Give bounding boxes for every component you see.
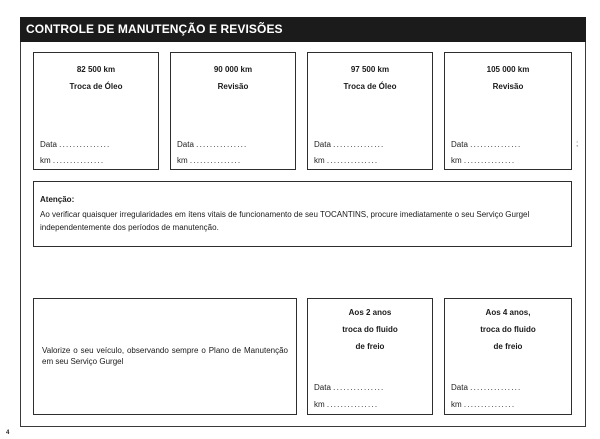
margin-mark: ;: [576, 139, 579, 148]
card-km: 97 500 km: [350, 65, 390, 74]
km-line[interactable]: [314, 156, 428, 165]
km-dots: ...............: [189, 156, 242, 165]
km-dots: ...............: [52, 156, 105, 165]
card-service: Revisão: [492, 82, 524, 91]
km-line[interactable]: [451, 156, 567, 165]
brake-line-2: troca do fluido: [342, 325, 398, 334]
service-card-1: [33, 52, 159, 170]
km-label: km: [314, 156, 325, 165]
km-label: km: [177, 156, 188, 165]
card-km: 90 000 km: [213, 65, 253, 74]
data-dots: ...............: [470, 140, 522, 149]
km-line[interactable]: [40, 156, 154, 165]
km-dots: ...............: [326, 156, 379, 165]
brake-line-3: de freio: [493, 342, 523, 351]
data-line[interactable]: [314, 383, 428, 392]
data-line[interactable]: [177, 140, 291, 149]
service-card-3: [307, 52, 433, 170]
data-label: Data: [314, 383, 331, 392]
card-km: 105 000 km: [486, 65, 530, 74]
data-dots: ...............: [470, 383, 522, 392]
card-km: 82 500 km: [76, 65, 116, 74]
data-line[interactable]: [314, 140, 428, 149]
data-line[interactable]: [40, 140, 154, 149]
data-label: Data: [451, 140, 468, 149]
card-service: Troca de Óleo: [343, 82, 397, 91]
km-label: km: [451, 156, 462, 165]
brake-card-1: [307, 298, 433, 415]
notice-box: [33, 181, 572, 247]
data-line[interactable]: [451, 140, 567, 149]
service-card-4: [444, 52, 572, 170]
brake-line-3: de freio: [355, 342, 385, 351]
notice-title: Atenção:: [40, 195, 75, 204]
data-label: Data: [177, 140, 194, 149]
brake-card-2: [444, 298, 572, 415]
card-service: Troca de Óleo: [69, 82, 123, 91]
km-line[interactable]: [314, 400, 428, 409]
data-label: Data: [314, 140, 331, 149]
page-title: CONTROLE DE MANUTENÇÃO E REVISÕES: [26, 22, 283, 36]
data-label: Data: [451, 383, 468, 392]
km-line[interactable]: [177, 156, 291, 165]
data-label: Data: [40, 140, 57, 149]
km-label: km: [451, 400, 462, 409]
data-dots: ...............: [196, 140, 248, 149]
brake-line-2: troca do fluido: [480, 325, 536, 334]
card-service: Revisão: [217, 82, 249, 91]
service-card-2: [170, 52, 296, 170]
page-number: 4: [6, 430, 10, 436]
km-line[interactable]: [451, 400, 567, 409]
km-dots: ...............: [463, 156, 516, 165]
data-dots: ...............: [333, 383, 385, 392]
value-box: [33, 298, 297, 415]
km-label: km: [314, 400, 325, 409]
data-dots: ...............: [333, 140, 385, 149]
data-line[interactable]: [451, 383, 567, 392]
km-label: km: [40, 156, 51, 165]
km-dots: ...............: [326, 400, 379, 409]
brake-line-1: Aos 2 anos: [348, 308, 392, 317]
notice-text: Ao verificar quaisquer irregularidades em ítens vitais de funcionamento de seu TOCANTINS, procure imediatamente o seu Serviço Gurgel independentemente dos períodos de manutenção.: [40, 210, 530, 232]
brake-line-1: Aos 4 anos,: [485, 308, 531, 317]
value-text: Valorize o seu veículo, observando sempre o Plano de Manutenção em seu Serviço Gurgel: [42, 346, 288, 366]
km-dots: ...............: [463, 400, 516, 409]
data-dots: ...............: [59, 140, 111, 149]
page-header: [20, 17, 586, 42]
